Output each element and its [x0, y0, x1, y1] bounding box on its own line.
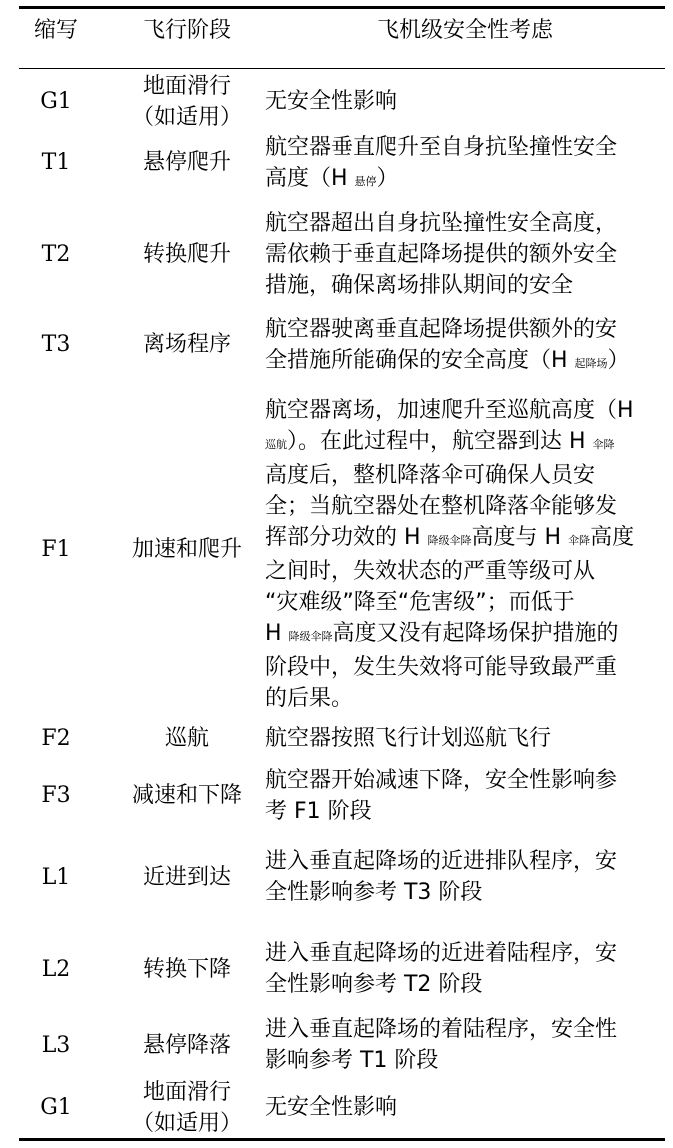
row-3-consideration: 航空器超出自身抗坠撞性安全高度， 需依赖于垂直起降场提供的额外安全 措施，确保离场排队期间的安全 — [265, 211, 618, 298]
row-6-phase: 巡航 — [164, 726, 209, 751]
row-7-abbr: F3 — [41, 783, 71, 808]
header-abbr: 缩写 — [33, 18, 78, 43]
table-top-rule — [19, 6, 665, 9]
row-5-abbr: F1 — [41, 537, 71, 562]
row-8-phase: 近进到达 — [142, 865, 231, 890]
row-8-abbr: L1 — [41, 865, 71, 890]
row-1-consideration: 无安全性影响 — [265, 89, 398, 114]
row-9-phase: 转换下降 — [142, 957, 231, 982]
row-3-phase: 转换爬升 — [142, 242, 231, 267]
row-1-phase: 地面滑行 （如适用） — [131, 74, 242, 130]
row-8-consideration: 进入垂直起降场的近进排队程序，安 全性影响参考 T3 阶段 — [265, 849, 618, 905]
row-11-abbr: G1 — [40, 1095, 72, 1120]
row-9-abbr: L2 — [41, 957, 71, 982]
table-header-rule — [19, 68, 665, 69]
row-6-consideration: 航空器按照飞行计划巡航飞行 — [265, 726, 552, 751]
row-9-consideration: 进入垂直起降场的近进着陆程序，安 全性影响参考 T2 阶段 — [265, 941, 618, 997]
row-2-abbr: T1 — [41, 150, 71, 175]
row-10-abbr: L3 — [41, 1033, 71, 1058]
row-4-consideration: 航空器驶离垂直起降场提供额外的安 全措施所能确保的安全高度（H 起降场） — [265, 317, 630, 373]
row-7-phase: 减速和下降 — [131, 783, 242, 808]
row-11-phase: 地面滑行 （如适用） — [131, 1080, 242, 1136]
row-4-phase: 离场程序 — [142, 332, 231, 357]
row-1-abbr: G1 — [40, 89, 72, 114]
row-5-phase: 加速和爬升 — [131, 537, 242, 562]
row-2-consideration: 航空器垂直爬升至自身抗坠撞性安全 高度（H 悬停） — [265, 135, 618, 191]
row-5-consideration: 航空器离场，加速爬升至巡航高度（H 巡航）。在此过程中，航空器到达 H 伞降 高度后，整机降落伞可确保人员安 全；当航空器处在整机降落伞能够发 挥部分功效的 H 降级伞降高度与 H 伞降高度 之间时，失效状态的严重等级可从 “灾难级”降至“危害级”；而低于 H 降级伞降高度又没有起降场保护措施的 阶段中，发生失效将可能导致最严重 的后果。 — [265, 398, 635, 711]
header-consideration: 飞机级安全性考虑 — [376, 18, 553, 43]
row-4-abbr: T3 — [41, 332, 71, 357]
table-bottom-rule — [19, 1138, 665, 1141]
row-11-consideration: 无安全性影响 — [265, 1095, 398, 1120]
row-6-abbr: F2 — [41, 726, 71, 751]
row-10-phase: 悬停降落 — [142, 1033, 231, 1058]
row-7-consideration: 航空器开始减速下降，安全性影响参 考 F1 阶段 — [265, 768, 618, 824]
row-3-abbr: T2 — [41, 242, 71, 267]
header-phase: 飞行阶段 — [142, 18, 231, 43]
row-10-consideration: 进入垂直起降场的着陆程序，安全性 影响参考 T1 阶段 — [265, 1017, 618, 1073]
row-2-phase: 悬停爬升 — [142, 150, 231, 175]
